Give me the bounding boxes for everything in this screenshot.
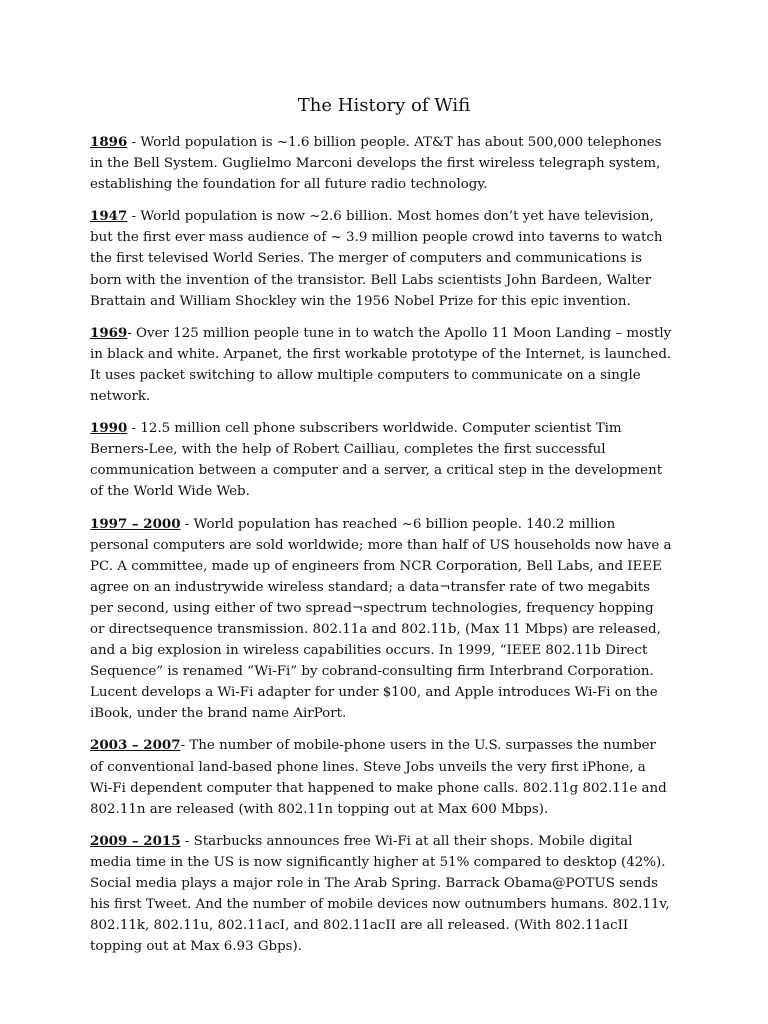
entry-text: - Starbucks announces free Wi-Fi at all their shops. Mobile digital media time in the US is now significantly higher at 51% compared to desktop (42%). Social media plays a major role in The Arab Spring. Barrack Obama@POTUS sends his first Tweet. And the number of mobile devices now outnumbers humans. 802.11v, 802.11k, 802.11u, 802.11acI, and 802.11acII are all released. (With 802.11acII topping out at Max 6.93 Gbps).: [90, 833, 670, 955]
entry-year: 1947: [90, 208, 128, 225]
history-entry-1896: [90, 132, 672, 195]
entry-year: 1969: [90, 324, 128, 341]
entry-year: 1990: [90, 420, 128, 437]
entry-year: 2003 – 2007: [90, 737, 181, 754]
history-entry-2003-2007: [90, 735, 672, 819]
history-entry-2009-2015: [90, 831, 672, 958]
entry-text: - Over 125 million people tune in to watch the Apollo 11 Moon Landing – mostly in black and white. Arpanet, the first workable prototype of the Internet, is launched. It uses packet switching to allow multiple computers to communicate on a single network.: [90, 325, 672, 405]
history-entry-1990: [90, 418, 672, 502]
entry-year: 1896: [90, 134, 128, 150]
entry-text: - World population has reached ~6 billion people. 140.2 million personal computers are sold worldwide; more than half of US households now have a PC. A committee, made up of engineers from NCR Corporation, Bell Labs, and IEEE agree on an industrywide wireless standard; a data¬transfer rate of two megabits per second, using either of two spread¬spectrum technologies, frequency hopping or directsequence transmission. 802.11a and 802.11b, (Max 11 Mbps) are released, and a big explosion in wireless capabilities occurs. In 1999, “IEEE 802.11b Direct Sequence” is renamed “Wi-Fi” by cobrand-consulting firm Interbrand Corporation. Lucent develops a Wi-Fi adapter for under $100, and Apple introduces Wi-Fi on the iBook, under the brand name AirPort.: [90, 516, 672, 722]
history-entry-1997-2000: [90, 514, 672, 725]
entry-text: - World population is ~1.6 billion people. AT&T has about 500,000 telephones in the Bell System. Guglielmo Marconi develops the first wireless telegraph system, establishing the foundation for all future radio technology.: [90, 135, 662, 193]
page-title: The History of Wifi: [297, 95, 471, 116]
entry-year: 1997 – 2000: [90, 515, 181, 532]
entry-text: - 12.5 million cell phone subscribers worldwide. Computer scientist Tim Berners-Lee, with the help of Robert Cailliau, completes the first successful communication between a computer and a server, a critical step in the development of the World Wide Web.: [90, 421, 663, 500]
entry-text: - World population is now ~2.6 billion. Most homes don’t yet have television, but the first ever mass audience of ~ 3.9 million people crowd into taverns to watch the first televised World Series. The merger of computers and communications is born with the invention of the transistor. Bell Labs scientists John Bardeen, Walter Brattain and William Shockley win the 1956 Nobel Prize for this epic invention.: [90, 209, 663, 309]
history-entries: [90, 132, 672, 968]
history-entry-1969: [90, 323, 672, 407]
entry-text: - The number of mobile-phone users in the U.S. surpasses the number of conventional land-based phone lines. Steve Jobs unveils the very first iPhone, a Wi-Fi dependent computer that happened to make phone calls. 802.11g 802.11e and 802.11n are released (with 802.11n topping out at Max 600 Mbps).: [90, 738, 667, 817]
history-entry-1947: [90, 206, 672, 311]
entry-year: 2009 – 2015: [90, 832, 181, 849]
